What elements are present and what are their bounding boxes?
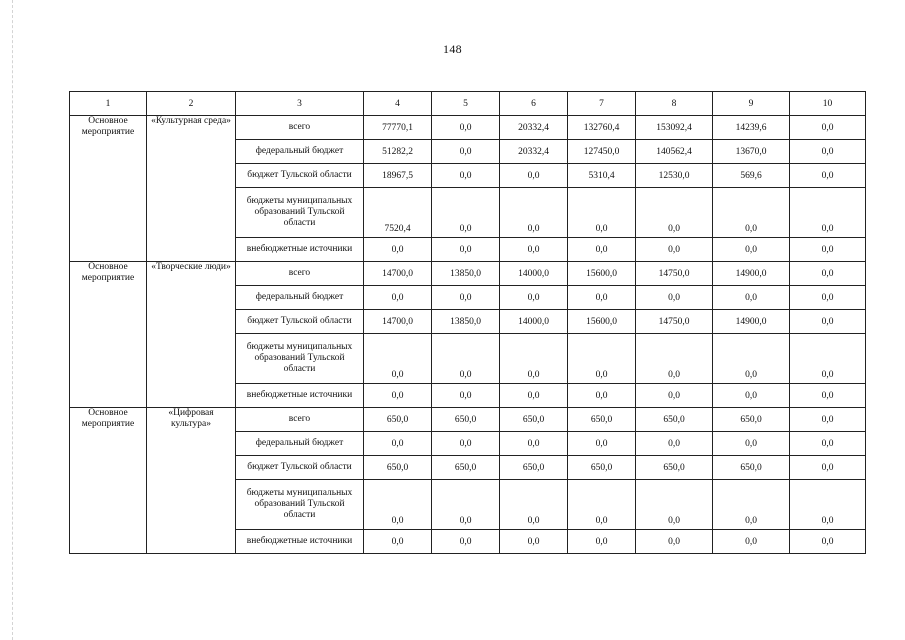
value-cell: 0,0 bbox=[790, 116, 866, 140]
value-cell: 0,0 bbox=[790, 310, 866, 334]
value-cell: 0,0 bbox=[790, 530, 866, 554]
value-cell: 0,0 bbox=[568, 480, 636, 530]
value-cell: 153092,4 bbox=[636, 116, 713, 140]
value-cell: 77770,1 bbox=[364, 116, 432, 140]
value-cell: 0,0 bbox=[790, 238, 866, 262]
value-cell: 0,0 bbox=[432, 188, 500, 238]
value-cell: 0,0 bbox=[568, 384, 636, 408]
value-cell: 0,0 bbox=[713, 432, 790, 456]
value-cell: 0,0 bbox=[713, 530, 790, 554]
value-cell: 0,0 bbox=[568, 286, 636, 310]
value-cell: 0,0 bbox=[432, 384, 500, 408]
value-cell: 650,0 bbox=[636, 456, 713, 480]
value-cell: 0,0 bbox=[790, 408, 866, 432]
funding-source-cell: всего bbox=[236, 408, 364, 432]
value-cell: 0,0 bbox=[432, 238, 500, 262]
value-cell: 650,0 bbox=[500, 408, 568, 432]
value-cell: 18967,5 bbox=[364, 164, 432, 188]
header-row bbox=[70, 92, 866, 116]
activity-type-cell: Основное мероприятие bbox=[70, 116, 147, 262]
value-cell: 0,0 bbox=[713, 334, 790, 384]
value-cell: 14000,0 bbox=[500, 262, 568, 286]
funding-source-cell: всего bbox=[236, 262, 364, 286]
value-cell: 51282,2 bbox=[364, 140, 432, 164]
activity-type-cell: Основное мероприятие bbox=[70, 262, 147, 408]
value-cell: 12530,0 bbox=[636, 164, 713, 188]
margin-guide bbox=[12, 0, 13, 640]
value-cell: 0,0 bbox=[432, 286, 500, 310]
value-cell: 650,0 bbox=[500, 456, 568, 480]
value-cell: 14239,6 bbox=[713, 116, 790, 140]
funding-source-cell: бюджет Тульской области bbox=[236, 164, 364, 188]
value-cell: 13850,0 bbox=[432, 262, 500, 286]
funding-source-cell: бюджеты муниципальных образований Тульской области bbox=[236, 480, 364, 530]
value-cell: 14900,0 bbox=[713, 310, 790, 334]
value-cell: 0,0 bbox=[500, 530, 568, 554]
value-cell: 650,0 bbox=[568, 456, 636, 480]
header-cell: 5 bbox=[432, 92, 500, 116]
value-cell: 650,0 bbox=[364, 408, 432, 432]
value-cell: 5310,4 bbox=[568, 164, 636, 188]
value-cell: 0,0 bbox=[790, 480, 866, 530]
value-cell: 14750,0 bbox=[636, 310, 713, 334]
value-cell: 7520,4 bbox=[364, 188, 432, 238]
header-cell: 2 bbox=[147, 92, 236, 116]
header-cell: 1 bbox=[70, 92, 147, 116]
value-cell: 132760,4 bbox=[568, 116, 636, 140]
funding-source-cell: бюджет Тульской области bbox=[236, 456, 364, 480]
value-cell: 0,0 bbox=[790, 334, 866, 384]
value-cell: 0,0 bbox=[364, 384, 432, 408]
value-cell: 0,0 bbox=[636, 384, 713, 408]
funding-source-cell: федеральный бюджет bbox=[236, 286, 364, 310]
value-cell: 14000,0 bbox=[500, 310, 568, 334]
header-cell: 3 bbox=[236, 92, 364, 116]
header-cell: 6 bbox=[500, 92, 568, 116]
value-cell: 0,0 bbox=[500, 164, 568, 188]
value-cell: 20332,4 bbox=[500, 116, 568, 140]
value-cell: 0,0 bbox=[432, 164, 500, 188]
funding-source-cell: всего bbox=[236, 116, 364, 140]
value-cell: 0,0 bbox=[568, 334, 636, 384]
value-cell: 0,0 bbox=[568, 530, 636, 554]
value-cell: 0,0 bbox=[568, 432, 636, 456]
value-cell: 650,0 bbox=[432, 456, 500, 480]
activity-name-cell: «Творческие люди» bbox=[147, 262, 236, 408]
value-cell: 0,0 bbox=[713, 188, 790, 238]
value-cell: 127450,0 bbox=[568, 140, 636, 164]
header-cell: 7 bbox=[568, 92, 636, 116]
value-cell: 0,0 bbox=[500, 384, 568, 408]
value-cell: 0,0 bbox=[500, 238, 568, 262]
value-cell: 14700,0 bbox=[364, 262, 432, 286]
value-cell: 14700,0 bbox=[364, 310, 432, 334]
value-cell: 0,0 bbox=[432, 116, 500, 140]
value-cell: 569,6 bbox=[713, 164, 790, 188]
value-cell: 15600,0 bbox=[568, 262, 636, 286]
funding-source-cell: внебюджетные источники bbox=[236, 530, 364, 554]
value-cell: 0,0 bbox=[364, 238, 432, 262]
funding-source-cell: бюджеты муниципальных образований Тульской области bbox=[236, 188, 364, 238]
activity-name-cell: «Культурная среда» bbox=[147, 116, 236, 262]
header-cell: 8 bbox=[636, 92, 713, 116]
value-cell: 650,0 bbox=[364, 456, 432, 480]
value-cell: 0,0 bbox=[568, 238, 636, 262]
value-cell: 15600,0 bbox=[568, 310, 636, 334]
activity-type-cell: Основное мероприятие bbox=[70, 408, 147, 554]
value-cell: 0,0 bbox=[636, 334, 713, 384]
value-cell: 0,0 bbox=[790, 384, 866, 408]
value-cell: 0,0 bbox=[636, 238, 713, 262]
value-cell: 13670,0 bbox=[713, 140, 790, 164]
table-row bbox=[70, 116, 866, 140]
value-cell: 0,0 bbox=[432, 334, 500, 384]
value-cell: 0,0 bbox=[636, 432, 713, 456]
header-cell: 4 bbox=[364, 92, 432, 116]
table-body bbox=[70, 116, 866, 554]
value-cell: 0,0 bbox=[713, 480, 790, 530]
value-cell: 14750,0 bbox=[636, 262, 713, 286]
value-cell: 0,0 bbox=[713, 384, 790, 408]
value-cell: 0,0 bbox=[432, 140, 500, 164]
value-cell: 0,0 bbox=[568, 188, 636, 238]
funding-source-cell: бюджеты муниципальных образований Тульской области bbox=[236, 334, 364, 384]
value-cell: 13850,0 bbox=[432, 310, 500, 334]
value-cell: 650,0 bbox=[432, 408, 500, 432]
header-cell: 10 bbox=[790, 92, 866, 116]
value-cell: 0,0 bbox=[790, 140, 866, 164]
value-cell: 0,0 bbox=[364, 480, 432, 530]
activity-name-cell: «Цифровая культура» bbox=[147, 408, 236, 554]
value-cell: 0,0 bbox=[364, 286, 432, 310]
value-cell: 650,0 bbox=[713, 456, 790, 480]
value-cell: 0,0 bbox=[500, 334, 568, 384]
value-cell: 650,0 bbox=[713, 408, 790, 432]
value-cell: 0,0 bbox=[790, 432, 866, 456]
value-cell: 140562,4 bbox=[636, 140, 713, 164]
value-cell: 0,0 bbox=[432, 530, 500, 554]
value-cell: 0,0 bbox=[713, 286, 790, 310]
funding-source-cell: внебюджетные источники bbox=[236, 384, 364, 408]
value-cell: 0,0 bbox=[636, 480, 713, 530]
table-row bbox=[70, 262, 866, 286]
value-cell: 0,0 bbox=[636, 188, 713, 238]
value-cell: 0,0 bbox=[636, 286, 713, 310]
value-cell: 0,0 bbox=[500, 188, 568, 238]
funding-source-cell: федеральный бюджет bbox=[236, 432, 364, 456]
funding-source-cell: внебюджетные источники bbox=[236, 238, 364, 262]
value-cell: 20332,4 bbox=[500, 140, 568, 164]
value-cell: 0,0 bbox=[500, 432, 568, 456]
funding-source-cell: бюджет Тульской области bbox=[236, 310, 364, 334]
value-cell: 0,0 bbox=[790, 456, 866, 480]
value-cell: 650,0 bbox=[568, 408, 636, 432]
value-cell: 0,0 bbox=[713, 238, 790, 262]
value-cell: 0,0 bbox=[432, 432, 500, 456]
value-cell: 0,0 bbox=[790, 164, 866, 188]
value-cell: 0,0 bbox=[790, 286, 866, 310]
value-cell: 0,0 bbox=[636, 530, 713, 554]
value-cell: 14900,0 bbox=[713, 262, 790, 286]
table-row bbox=[70, 408, 866, 432]
value-cell: 0,0 bbox=[364, 432, 432, 456]
value-cell: 0,0 bbox=[790, 188, 866, 238]
header-cell: 9 bbox=[713, 92, 790, 116]
value-cell: 0,0 bbox=[500, 480, 568, 530]
funding-source-cell: федеральный бюджет bbox=[236, 140, 364, 164]
value-cell: 0,0 bbox=[790, 262, 866, 286]
value-cell: 0,0 bbox=[500, 286, 568, 310]
budget-table bbox=[69, 91, 866, 554]
value-cell: 0,0 bbox=[364, 334, 432, 384]
page-number: 148 bbox=[443, 42, 462, 56]
value-cell: 0,0 bbox=[364, 530, 432, 554]
value-cell: 0,0 bbox=[432, 480, 500, 530]
value-cell: 650,0 bbox=[636, 408, 713, 432]
